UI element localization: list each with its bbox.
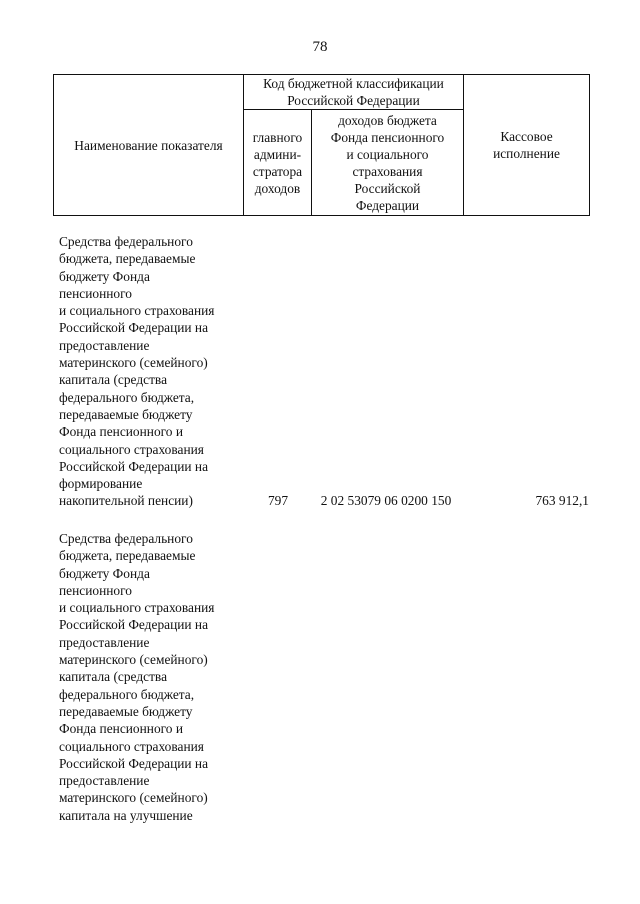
row-indicator-name: Средства федерального бюджета, передаваемые бюджету Фонда пенсионного и социального страхования Российской Федерации на предоставление материнского (семейного) капитала (средства федерального бюджета, передаваемые бюджету Фонда пенсионного и социального страхования Российской Федерации на формирование накопительной пенсии) bbox=[59, 234, 215, 509]
header-indicator-name: Наименование показателя bbox=[74, 137, 223, 153]
header-bottom-border bbox=[53, 215, 590, 216]
row-income-code: 2 02 53079 06 0200 150 bbox=[320, 493, 452, 508]
header-cash-execution: Кассовое исполнение bbox=[493, 129, 560, 161]
page-number: 78 bbox=[312, 39, 328, 55]
header-main-administrator: главного админи- стратора доходов bbox=[252, 129, 303, 196]
row-indicator-name: Средства федерального бюджета, передаваемые бюджету Фонда пенсионного и социального страхования Российской Федерации на предоставление материнского (семейного) капитала (средства федерального бюджета, передаваемые бюджету Фонда пенсионного и социального страхования Российской Федерации на предоставление материнского (семейного) капитала на улучшение bbox=[59, 531, 215, 823]
row-execution-value: 763 912,1 bbox=[535, 493, 589, 508]
header-budget-classification-code: Код бюджетной классификации Российской Федерации bbox=[263, 76, 444, 108]
header-right-border bbox=[589, 74, 590, 216]
table-header bbox=[53, 74, 590, 216]
header-fund-income: доходов бюджета Фонда пенсионного и социального страхования Российской Федерации bbox=[330, 112, 445, 213]
row-admin-code: 797 bbox=[267, 493, 289, 508]
